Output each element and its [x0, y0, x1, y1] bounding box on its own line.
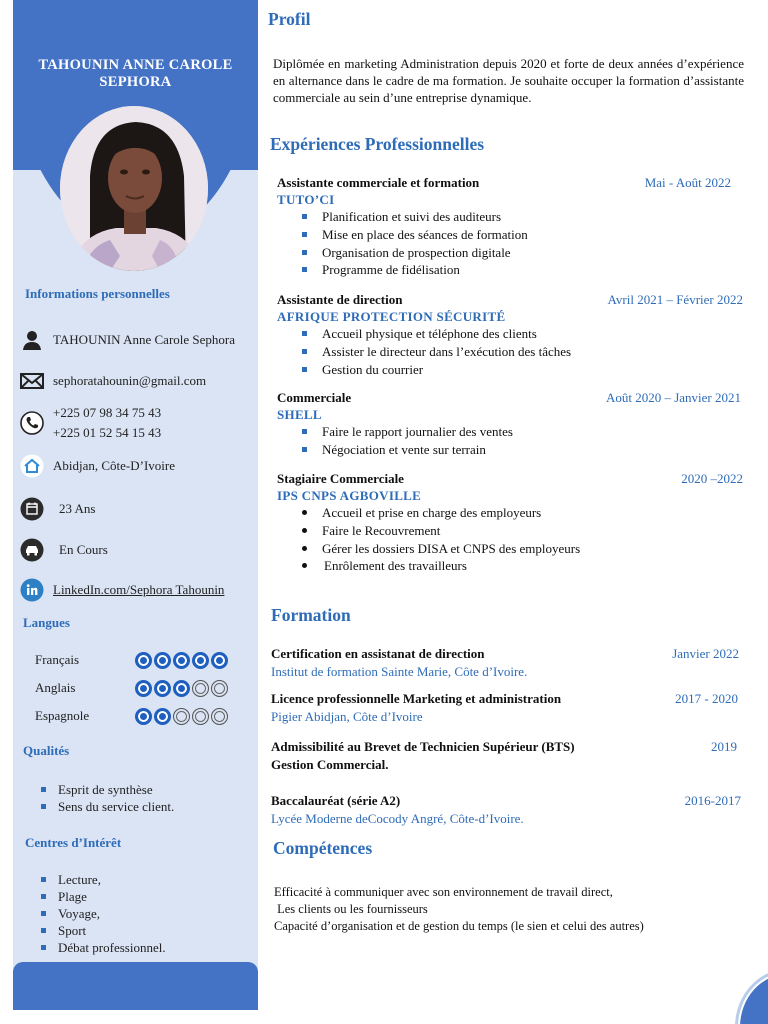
job-task: Enrôlement des travailleurs — [301, 557, 743, 575]
education-entry — [271, 792, 741, 828]
job-date: Avril 2021 – Février 2022 — [607, 292, 743, 307]
job-company: SHELL — [277, 407, 322, 422]
job-role: Stagiaire Commerciale — [277, 471, 404, 486]
candidate-name — [21, 57, 250, 91]
info-phone — [19, 403, 161, 443]
phone-icon — [19, 410, 45, 436]
info-fullname — [19, 327, 235, 353]
job-entry — [277, 291, 743, 378]
sidebar-footer-band — [13, 962, 258, 1010]
job-role: Commerciale — [277, 390, 352, 405]
job-date: Mai - Août 2022 — [644, 175, 731, 190]
job-task: Négociation et vente sur terrain — [301, 441, 743, 459]
job-task: Mise en place des séances de formation — [301, 226, 743, 244]
level-dot-filled-icon — [192, 652, 209, 669]
job-task: Accueil et prise en charge des employeurs — [301, 504, 743, 522]
education-date: 2017 - 2020 — [675, 691, 738, 706]
interest-item: Sport — [39, 922, 166, 939]
language-level — [135, 652, 228, 669]
level-dot-filled-icon — [135, 708, 152, 725]
language-level — [135, 680, 228, 697]
qualities-title: Qualités — [23, 743, 70, 758]
person-icon — [19, 327, 45, 353]
education-date: 2016-2017 — [684, 793, 741, 808]
language-name: Anglais — [35, 680, 76, 695]
level-dot-filled-icon — [211, 652, 228, 669]
level-dot-filled-icon — [154, 652, 171, 669]
job-entry — [277, 470, 743, 575]
age-text: 23 Ans — [59, 501, 96, 516]
license-text: En Cours — [59, 542, 108, 557]
job-task: Planification et suivi des auditeurs — [301, 208, 743, 226]
education-title-line-2: Gestion Commercial. — [271, 757, 389, 772]
calendar-icon — [19, 496, 45, 522]
interest-item: Plage — [39, 888, 166, 905]
language-name: Français — [35, 652, 80, 667]
name-line-2: SEPHORA — [99, 74, 172, 90]
info-address — [19, 453, 175, 479]
level-dot-filled-icon — [135, 652, 152, 669]
education-header — [271, 738, 741, 756]
language-name: Espagnole — [35, 708, 90, 723]
job-task: Faire le Recouvrement — [301, 522, 743, 540]
education-header — [271, 645, 741, 663]
level-dot-empty-icon — [192, 708, 209, 725]
fullname-text: TAHOUNIN Anne Carole Sephora — [53, 332, 235, 347]
education-date: Janvier 2022 — [672, 646, 739, 661]
job-tasks — [301, 504, 743, 575]
job-task: Accueil physique et téléphone des clients — [301, 325, 743, 343]
level-dot-empty-icon — [211, 680, 228, 697]
education-title-text: Certification en assistanat de direction — [271, 646, 485, 661]
education-header — [271, 690, 741, 708]
level-dot-filled-icon — [173, 680, 190, 697]
language-level — [135, 708, 228, 725]
language-row — [35, 706, 235, 726]
home-icon — [19, 453, 45, 479]
education-school: Lycée Moderne deCocody Angré, Côte-d’Ivoire. — [271, 811, 524, 826]
education-entry — [271, 645, 741, 681]
level-dot-filled-icon — [154, 708, 171, 725]
job-date: 2020 –2022 — [681, 471, 743, 486]
interests-list — [39, 871, 166, 956]
job-header — [277, 291, 743, 308]
education-date: 2019 — [711, 739, 737, 754]
job-role: Assistante de direction — [277, 292, 403, 307]
info-age — [19, 496, 95, 522]
job-entry — [277, 174, 743, 279]
language-row — [35, 650, 235, 670]
job-header — [277, 470, 743, 487]
phone-number-1[interactable]: +225 07 98 34 75 43 — [53, 405, 162, 420]
mail-icon — [19, 368, 45, 394]
skill-line: Efficacité à communiquer avec son environnement de travail direct, — [274, 885, 613, 899]
job-task: Gérer les dossiers DISA et CNPS des employeurs — [301, 540, 743, 558]
quality-item: Esprit de synthèse — [39, 781, 174, 798]
job-tasks — [301, 208, 743, 279]
info-license — [19, 537, 108, 563]
qualities-list — [39, 781, 174, 815]
education-entry — [271, 690, 741, 726]
job-task: Programme de fidélisation — [301, 261, 743, 279]
job-date: Août 2020 – Janvier 2021 — [605, 390, 741, 405]
car-icon — [19, 537, 45, 563]
job-header — [277, 174, 743, 191]
level-dot-filled-icon — [154, 680, 171, 697]
education-school: Institut de formation Sainte Marie, Côte d’Ivoire. — [271, 664, 528, 679]
personal-info-title: Informations personnelles — [25, 286, 170, 301]
linkedin-icon — [19, 577, 45, 603]
phone-numbers — [53, 403, 161, 443]
address-text: Abidjan, Côte-D’Ivoire — [53, 458, 176, 473]
level-dot-filled-icon — [135, 680, 152, 697]
job-tasks — [301, 325, 743, 378]
languages-title: Langues — [23, 615, 70, 630]
language-row — [35, 678, 235, 698]
info-linkedin — [19, 577, 224, 603]
education-entry — [271, 738, 741, 774]
job-company: TUTO’CI — [277, 192, 335, 207]
phone-number-2[interactable]: +225 01 52 54 15 43 — [53, 425, 162, 440]
skill-line: Capacité d’organisation et de gestion du temps (le sien et celui des autres) — [274, 919, 644, 933]
profile-text: Diplômée en marketing Administration depuis 2020 et forte de deux années d’expérience en alternance dans le cadre de ma formation. Je souhaite occuper la formation d’assistante commerciale au sein d’une entreprise dynamique. — [273, 56, 744, 105]
name-line-1: TAHOUNIN ANNE CAROLE — [38, 57, 233, 73]
info-email — [19, 368, 206, 394]
education-school: Pigier Abidjan, Côte d’Ivoire — [271, 709, 423, 724]
job-tasks — [301, 423, 743, 459]
level-dot-filled-icon — [173, 652, 190, 669]
job-task: Assister le directeur dans l’exécution des tâches — [301, 343, 743, 361]
skills-text — [274, 884, 744, 935]
skills-title: Compétences — [273, 838, 373, 858]
portrait-image — [60, 106, 208, 271]
education-title: Formation — [271, 605, 351, 625]
interest-item: Voyage, — [39, 905, 166, 922]
job-company: AFRIQUE PROTECTION SÉCURITÉ — [277, 309, 506, 324]
education-title-text: Licence professionnelle Marketing et administration — [271, 691, 562, 706]
experience-title: Expériences Professionnelles — [270, 134, 485, 154]
level-dot-empty-icon — [173, 708, 190, 725]
interest-item: Lecture, — [39, 871, 166, 888]
sidebar — [13, 0, 258, 1010]
job-entry — [277, 389, 743, 459]
interests-title: Centres d’Intérêt — [25, 835, 122, 850]
profile-title: Profil — [268, 9, 311, 29]
email-link[interactable]: sephoratahounin@gmail.com — [53, 373, 207, 388]
level-dot-empty-icon — [211, 708, 228, 725]
job-header — [277, 389, 743, 406]
job-company: IPS CNPS AGBOVILLE — [277, 488, 422, 503]
job-task: Organisation de prospection digitale — [301, 244, 743, 262]
education-title-text: Admissibilité au Brevet de Technicien Supérieur (BTS) — [271, 739, 575, 754]
skill-line: Les clients ou les fournisseurs — [274, 902, 428, 916]
linkedin-link[interactable]: LinkedIn.com/Sephora Tahounin — [53, 582, 225, 597]
job-task: Gestion du courrier — [301, 361, 743, 379]
interest-item: Débat professionnel. — [39, 939, 166, 956]
education-header — [271, 792, 741, 810]
education-title-text: Baccalauréat (série A2) — [271, 793, 401, 808]
job-task: Faire le rapport journalier des ventes — [301, 423, 743, 441]
job-role: Assistante commerciale et formation — [277, 175, 480, 190]
level-dot-empty-icon — [192, 680, 209, 697]
profile-photo — [60, 106, 208, 271]
quality-item: Sens du service client. — [39, 798, 174, 815]
